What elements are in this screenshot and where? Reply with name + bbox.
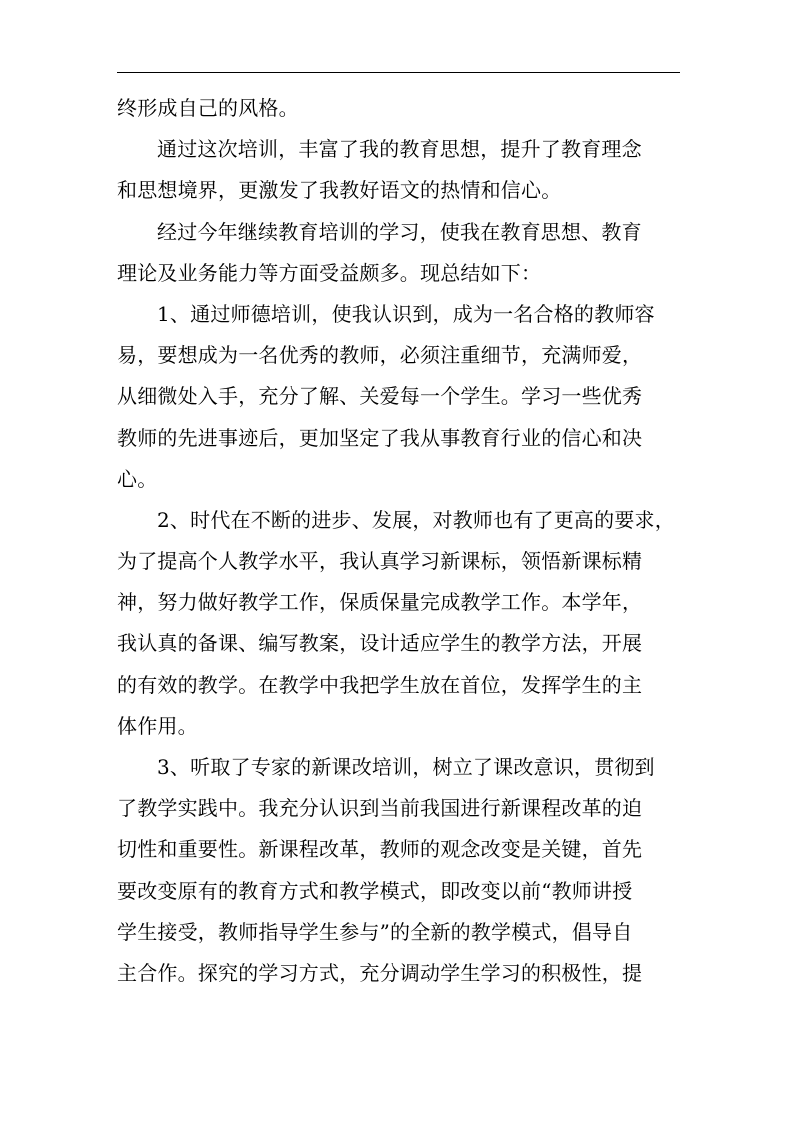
text-line: 要改变原有的教育方式和教学模式，即改变以前“教师讲授 — [117, 878, 633, 903]
text-line: 理论及业务能力等方面受益颇多。现总结如下： — [117, 260, 542, 285]
text-line: 2、时代在不断的进步、发展，对教师也有了更高的要求， — [157, 507, 675, 532]
text-line: 切性和重要性。新课程改革，教师的观念改变是关键，首先 — [117, 837, 643, 862]
text-line: 通过这次培训，丰富了我的教育思想，提升了教育理念 — [157, 137, 642, 162]
text-line: 1、通过师德培训，使我认识到，成为一名合格的教师容 — [157, 301, 655, 326]
text-line: 为了提高个人教学水平，我认真学习新课标，领悟新课标精 — [117, 549, 643, 574]
text-line: 3、听取了专家的新课改培训，树立了课改意识，贯彻到 — [157, 755, 655, 779]
text-line: 了教学实践中。我充分认识到当前我国进行新课程改革的迫 — [117, 796, 643, 821]
header-rule — [117, 72, 680, 73]
text-line: 的有效的教学。在教学中我把学生放在首位，发挥学生的主 — [117, 672, 643, 697]
text-line: 终形成自己的风格。 — [117, 96, 299, 120]
text-line: 体作用。 — [117, 713, 198, 738]
text-line: 神，努力做好教学工作，保质保量完成教学工作。本学年， — [117, 590, 643, 615]
document-body — [117, 93, 680, 999]
text-line: 和思想境界，更激发了我教好语文的热情和信心。 — [117, 178, 562, 203]
text-line: 我认真的备课、编写教案，设计适应学生的教学方法，开展 — [117, 631, 643, 656]
text-line: 心。 — [117, 466, 158, 491]
text-line: 易，要想成为一名优秀的教师，必须注重细节，充满师爱， — [117, 343, 643, 368]
text-line: 主合作。探究的学习方式，充分调动学生学习的积极性，提 — [117, 960, 643, 985]
text-line: 从细微处入手，充分了解、关爱每一个学生。学习一些优秀 — [117, 384, 643, 409]
text-line: 教师的先进事迹后，更加坚定了我从事教育行业的信心和决 — [117, 425, 643, 450]
text-line: 经过今年继续教育培训的学习，使我在教育思想、教育 — [157, 219, 642, 244]
text-line: 学生接受，教师指导学生参与”的全新的教学模式，倡导自 — [117, 919, 633, 944]
